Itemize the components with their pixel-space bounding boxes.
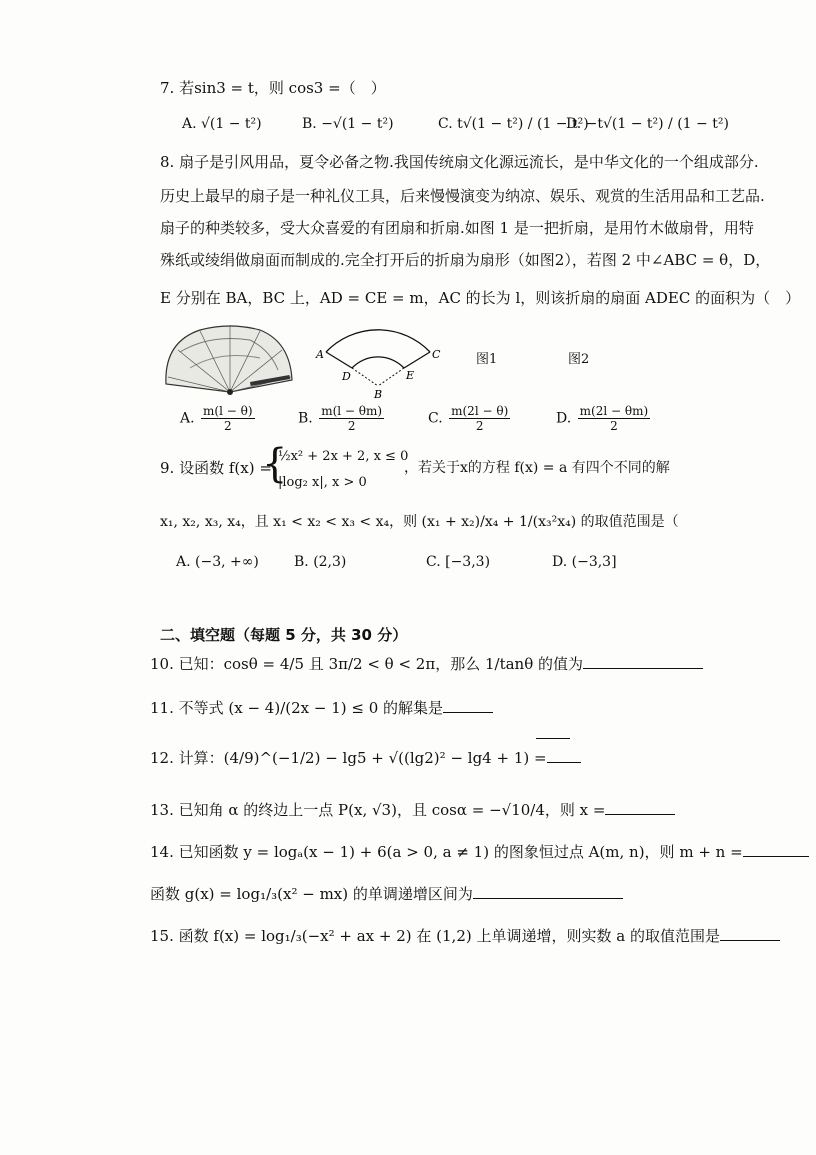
sector-diagram-figure xyxy=(312,322,442,400)
q9-option-d: D. (−3,3] xyxy=(552,554,617,570)
q9-line-2: x₁, x₂, x₃, x₄，且 x₁ < x₂ < x₃ < x₄，则 (x₁ + x₂)/x₄ + 1/(x₃²x₄) 的取值范围是（ xyxy=(160,514,679,530)
q15-text: 15. 函数 f(x) = log₁/₃(−x² + ax + 2) 在 (1,2) 上单调递增，则实数 a 的取值范围是 xyxy=(150,926,780,946)
stray-rule xyxy=(536,738,570,739)
q9-stem-left: 9. 设函数 f(x) = xyxy=(160,459,272,477)
section-2-heading: 二、填空题（每题 5 分，共 30 分） xyxy=(160,626,408,644)
q8-b-denominator: 2 xyxy=(347,419,356,433)
q9-piece-1: ½x² + 2x + 2, x ≤ 0 xyxy=(278,449,409,464)
q8-c-denominator: 2 xyxy=(475,419,484,433)
q12-answer-blank[interactable] xyxy=(547,748,581,763)
q7-option-a: A. √(1 − t²) xyxy=(182,116,262,132)
q8-line-3: 扇子的种类较多，受大众喜爱的有团扇和折扇.如图 1 是一把折扇，是用竹木做扇骨，用特 xyxy=(160,219,754,237)
point-a-label: A xyxy=(316,348,324,361)
q8-line-4: 殊纸或绫绢做扇面而制成的.完全打开后的折扇为扇形（如图2），若图 2 中∠ABC = θ，D， xyxy=(160,251,771,269)
point-b-label: B xyxy=(374,388,383,400)
q8-option-d: D. $\frac{m(2l - \theta m)}{2}$ xyxy=(556,404,649,433)
q8-a-numerator: m(l − θ) xyxy=(203,404,253,418)
q13-answer-blank[interactable] xyxy=(605,800,675,815)
q11-answer-blank[interactable] xyxy=(443,698,493,713)
q7-option-d: D. −t√(1 − t²) / (1 − t²) xyxy=(566,116,729,132)
q15-answer-blank[interactable] xyxy=(720,926,780,941)
q14-text-a: 14. 已知函数 y = logₐ(x − 1) + 6(a > 0, a ≠ 1) 的图象恒过点 A(m, n)，则 m + n = xyxy=(150,842,809,862)
point-e-label: E xyxy=(406,369,415,382)
q9-option-c: C. [−3,3) xyxy=(426,554,491,570)
q8-option-c: C. $\frac{m(2l - \theta)}{2}$ xyxy=(428,404,509,433)
q8-d-numerator: m(2l − θm) xyxy=(579,404,649,418)
q9-piece-2: |log₂ x|, x > 0 xyxy=(278,475,367,490)
q8-c-numerator: m(2l − θ) xyxy=(451,404,509,418)
point-c-label: C xyxy=(432,348,441,361)
piecewise-brace: { xyxy=(262,441,288,487)
q10-text: 10. 已知：cosθ = 4/5 且 3π/2 < θ < 2π，那么 1/tanθ 的值为 xyxy=(150,654,703,674)
figure-2-label: 图2 xyxy=(568,352,590,367)
q9-option-a: A. (−3, +∞) xyxy=(176,554,259,570)
figure-1-label: 图1 xyxy=(476,352,498,367)
q8-line-5: E 分别在 BA，BC 上，AD = CE = m，AC 的长为 l，则该折扇的扇面 ADEC 的面积为（ ） xyxy=(160,289,801,307)
q8-option-b: B. $\frac{m(l - \theta m)}{2}$ xyxy=(298,404,383,433)
q12-text: 12. 计算：(4/9)^(−1/2) − lg5 + √((lg2)² − lg4 + 1) = xyxy=(150,748,581,768)
q7-option-b: B. −√(1 − t²) xyxy=(302,116,394,132)
q14-answer-blank-2[interactable] xyxy=(473,884,623,899)
q8-b-numerator: m(l − θm) xyxy=(321,404,383,418)
q8-d-denominator: 2 xyxy=(610,419,618,433)
q7-option-c: C. t√(1 − t²) / (1 − t²) xyxy=(438,116,589,132)
q9-option-b: B. (2,3) xyxy=(294,554,347,570)
q14-text-b: 函数 g(x) = log₁/₃(x² − mx) 的单调递增区间为 xyxy=(150,884,623,904)
q11-text: 11. 不等式 (x − 4)/(2x − 1) ≤ 0 的解集是 xyxy=(150,698,493,718)
q8-a-denominator: 2 xyxy=(223,419,232,433)
q7-stem: 7. 若sin3 = t，则 cos3 =（ ） xyxy=(160,79,386,97)
fan-photo-figure xyxy=(160,322,300,400)
q10-answer-blank[interactable] xyxy=(583,654,703,669)
q9-stem-right: ，若关于x的方程 f(x) = a 有四个不同的解 xyxy=(404,460,670,476)
q8-option-a: A. $\frac{m(l - \theta)}{2}$ xyxy=(180,404,253,433)
q8-line-2: 历史上最早的扇子是一种礼仪工具，后来慢慢演变为纳凉、娱乐、观赏的生活用品和工艺品. xyxy=(160,187,765,205)
point-d-label: D xyxy=(342,370,351,383)
q8-line-1: 8. 扇子是引风用品，夏令必备之物.我国传统扇文化源远流长，是中华文化的一个组成部分. xyxy=(160,153,759,171)
q13-text: 13. 已知角 α 的终边上一点 P(x, √3)，且 cosα = −√10/4，则 x = xyxy=(150,800,675,820)
q14-answer-blank-1[interactable] xyxy=(743,842,809,857)
